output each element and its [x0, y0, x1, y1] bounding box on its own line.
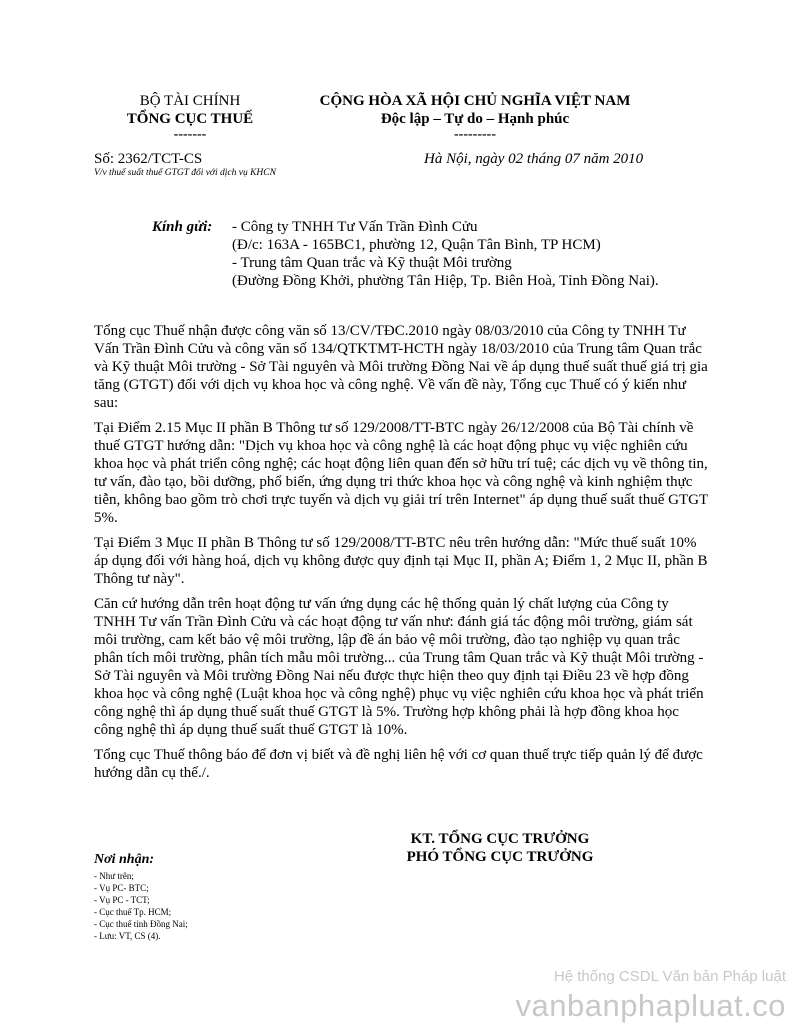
watermark-site: vanbanphapluat.co [515, 988, 786, 1023]
body-paragraph: Tại Điểm 3 Mục II phần B Thông tư số 129/2008/TT-BTC nêu trên hướng dẫn: "Mức thuế suất 10% áp dụng đối với hàng hoá, dịch vụ không được quy định tại Mục II, phần A; Điểm 1, 2 Mục II, phần B Thông tư này". [94, 535, 708, 587]
national-motto: Độc lập – Tự do – Hạnh phúc [380, 111, 570, 127]
body-paragraph: Căn cứ hướng dẫn trên hoạt động tư vấn ứng dụng các hệ thống quản lý chất lượng của Công ty TNHH Tư vấn Trần Đình Cửu và các hoạt động tư vấn như: đánh giá tác động môi trường, giám sát môi trường, cam kết bảo vệ môi trường, lập đề án bảo vệ môi trường, đào tạo nghiệp vụ quan trắc phân tích môi trường, phân tích mẫu môi trường... của Trung tâm Quan trắc và Kỹ thuật Môi trường - Sở Tài nguyên và Môi trường Đồng Nai nếu được thực hiện theo quy định tại Điều 23 về hợp đồng khoa học và công nghệ (Luật khoa học và công nghệ) phục vụ việc nghiên cứu khoa học và phát triển công nghệ thì áp dụng thuế suất thuế GTGT là 5%. Trường hợp không phải là hợp đồng khoa học công nghệ thì áp dụng thuế suất thuế GTGT là 10%. [94, 596, 704, 738]
distribution-list [94, 870, 188, 942]
national-title-block [300, 92, 650, 142]
department-name: TỔNG CỤC THUẾ [126, 111, 254, 127]
recipient-line: - Trung tâm Quan trắc và Kỹ thuật Môi trường [232, 255, 512, 271]
recipients-list [232, 218, 672, 290]
right-rule: --------- [454, 127, 496, 142]
recipient-line: - Công ty TNHH Tư Vấn Trần Đình Cửu [232, 219, 478, 235]
republic-title: CỘNG HÒA XÃ HỘI CHỦ NGHĨA VIỆT NAM [319, 93, 631, 109]
body-paragraph: Tổng cục Thuế nhận được công văn số 13/CV/TĐC.2010 ngày 08/03/2010 của Công ty TNHH Tư Vấn Trần Đình Cửu và công văn số 134/QTKTMT-HCTH ngày 18/03/2010 của Trung tâm Quan trắc và Kỹ thuật Môi trường - Sở Tài nguyên và Môi trường Đồng Nai về áp dụng thuế suất thuế giá trị gia tăng (GTGT) đối với dịch vụ khoa học và công nghệ. Về vấn đề này, Tổng cục Thuế có ý kiến như sau: [94, 323, 708, 411]
document-number: Số: 2362/TCT-CS [94, 151, 203, 167]
distribution-item: - Lưu: VT, CS (4). [94, 931, 161, 941]
body-paragraph: Tại Điểm 2.15 Mục II phần B Thông tư số 129/2008/TT-BTC ngày 26/12/2008 của Bộ Tài chính về thuế GTGT hướng dẫn: "Dịch vụ khoa học và công nghệ là các hoạt động phục vụ việc nghiên cứu khoa học và phát triển công nghệ; các hoạt động liên quan đến sở hữu trí tuệ; các dịch vụ về thông tin, tư vấn, đào tạo, bồi dưỡng, phổ biến, ứng dụng tri thức khoa học và công nghệ và kinh nghiệm thực tiễn, không bao gồm trò chơi trực tuyến và dịch vụ giải trí trên Internet" áp dụng thuế suất thuế GTGT 5%. [94, 420, 708, 526]
place-date: Hà Nội, ngày 02 tháng 07 năm 2010 [424, 151, 644, 167]
distribution-title: Nơi nhận: [94, 852, 155, 867]
letter-body [94, 322, 710, 789]
distribution-item: - Cục thuế Tp. HCM; [94, 907, 172, 917]
recipient-line: (Đ/c: 163A - 165BC1, phường 12, Quận Tân Bình, TP HCM) [232, 237, 601, 253]
signature-title-2: PHÓ TỔNG CỤC TRƯỞNG [406, 849, 594, 865]
ministry-name: BỘ TÀI CHÍNH [139, 93, 241, 109]
signature-title-1: KT. TỔNG CỤC TRƯỞNG [410, 831, 590, 847]
distribution-item: - Vụ PC - TCT; [94, 895, 150, 905]
watermark-caption: Hệ thống CSDL Văn bản Pháp luật [553, 968, 786, 985]
distribution-item: - Như trên; [94, 871, 134, 881]
distribution-item: - Cục thuế tỉnh Đồng Nai; [94, 919, 188, 929]
issuing-agency-block [60, 92, 320, 142]
recipients-label: Kính gửi: [152, 219, 213, 235]
document-subject: V/v thuế suất thuế GTGT đối với dịch vụ KHCN [94, 168, 276, 178]
distribution-item: - Vụ PC- BTC; [94, 883, 149, 893]
signature-block [380, 830, 620, 866]
left-rule: ------- [173, 127, 207, 142]
recipient-line: (Đường Đồng Khởi, phường Tân Hiệp, Tp. Biên Hoà, Tỉnh Đồng Nai). [232, 273, 659, 289]
body-paragraph: Tổng cục Thuế thông báo để đơn vị biết và đề nghị liên hệ với cơ quan thuế trực tiếp quản lý để được hướng dẫn cụ thể./. [94, 747, 703, 781]
